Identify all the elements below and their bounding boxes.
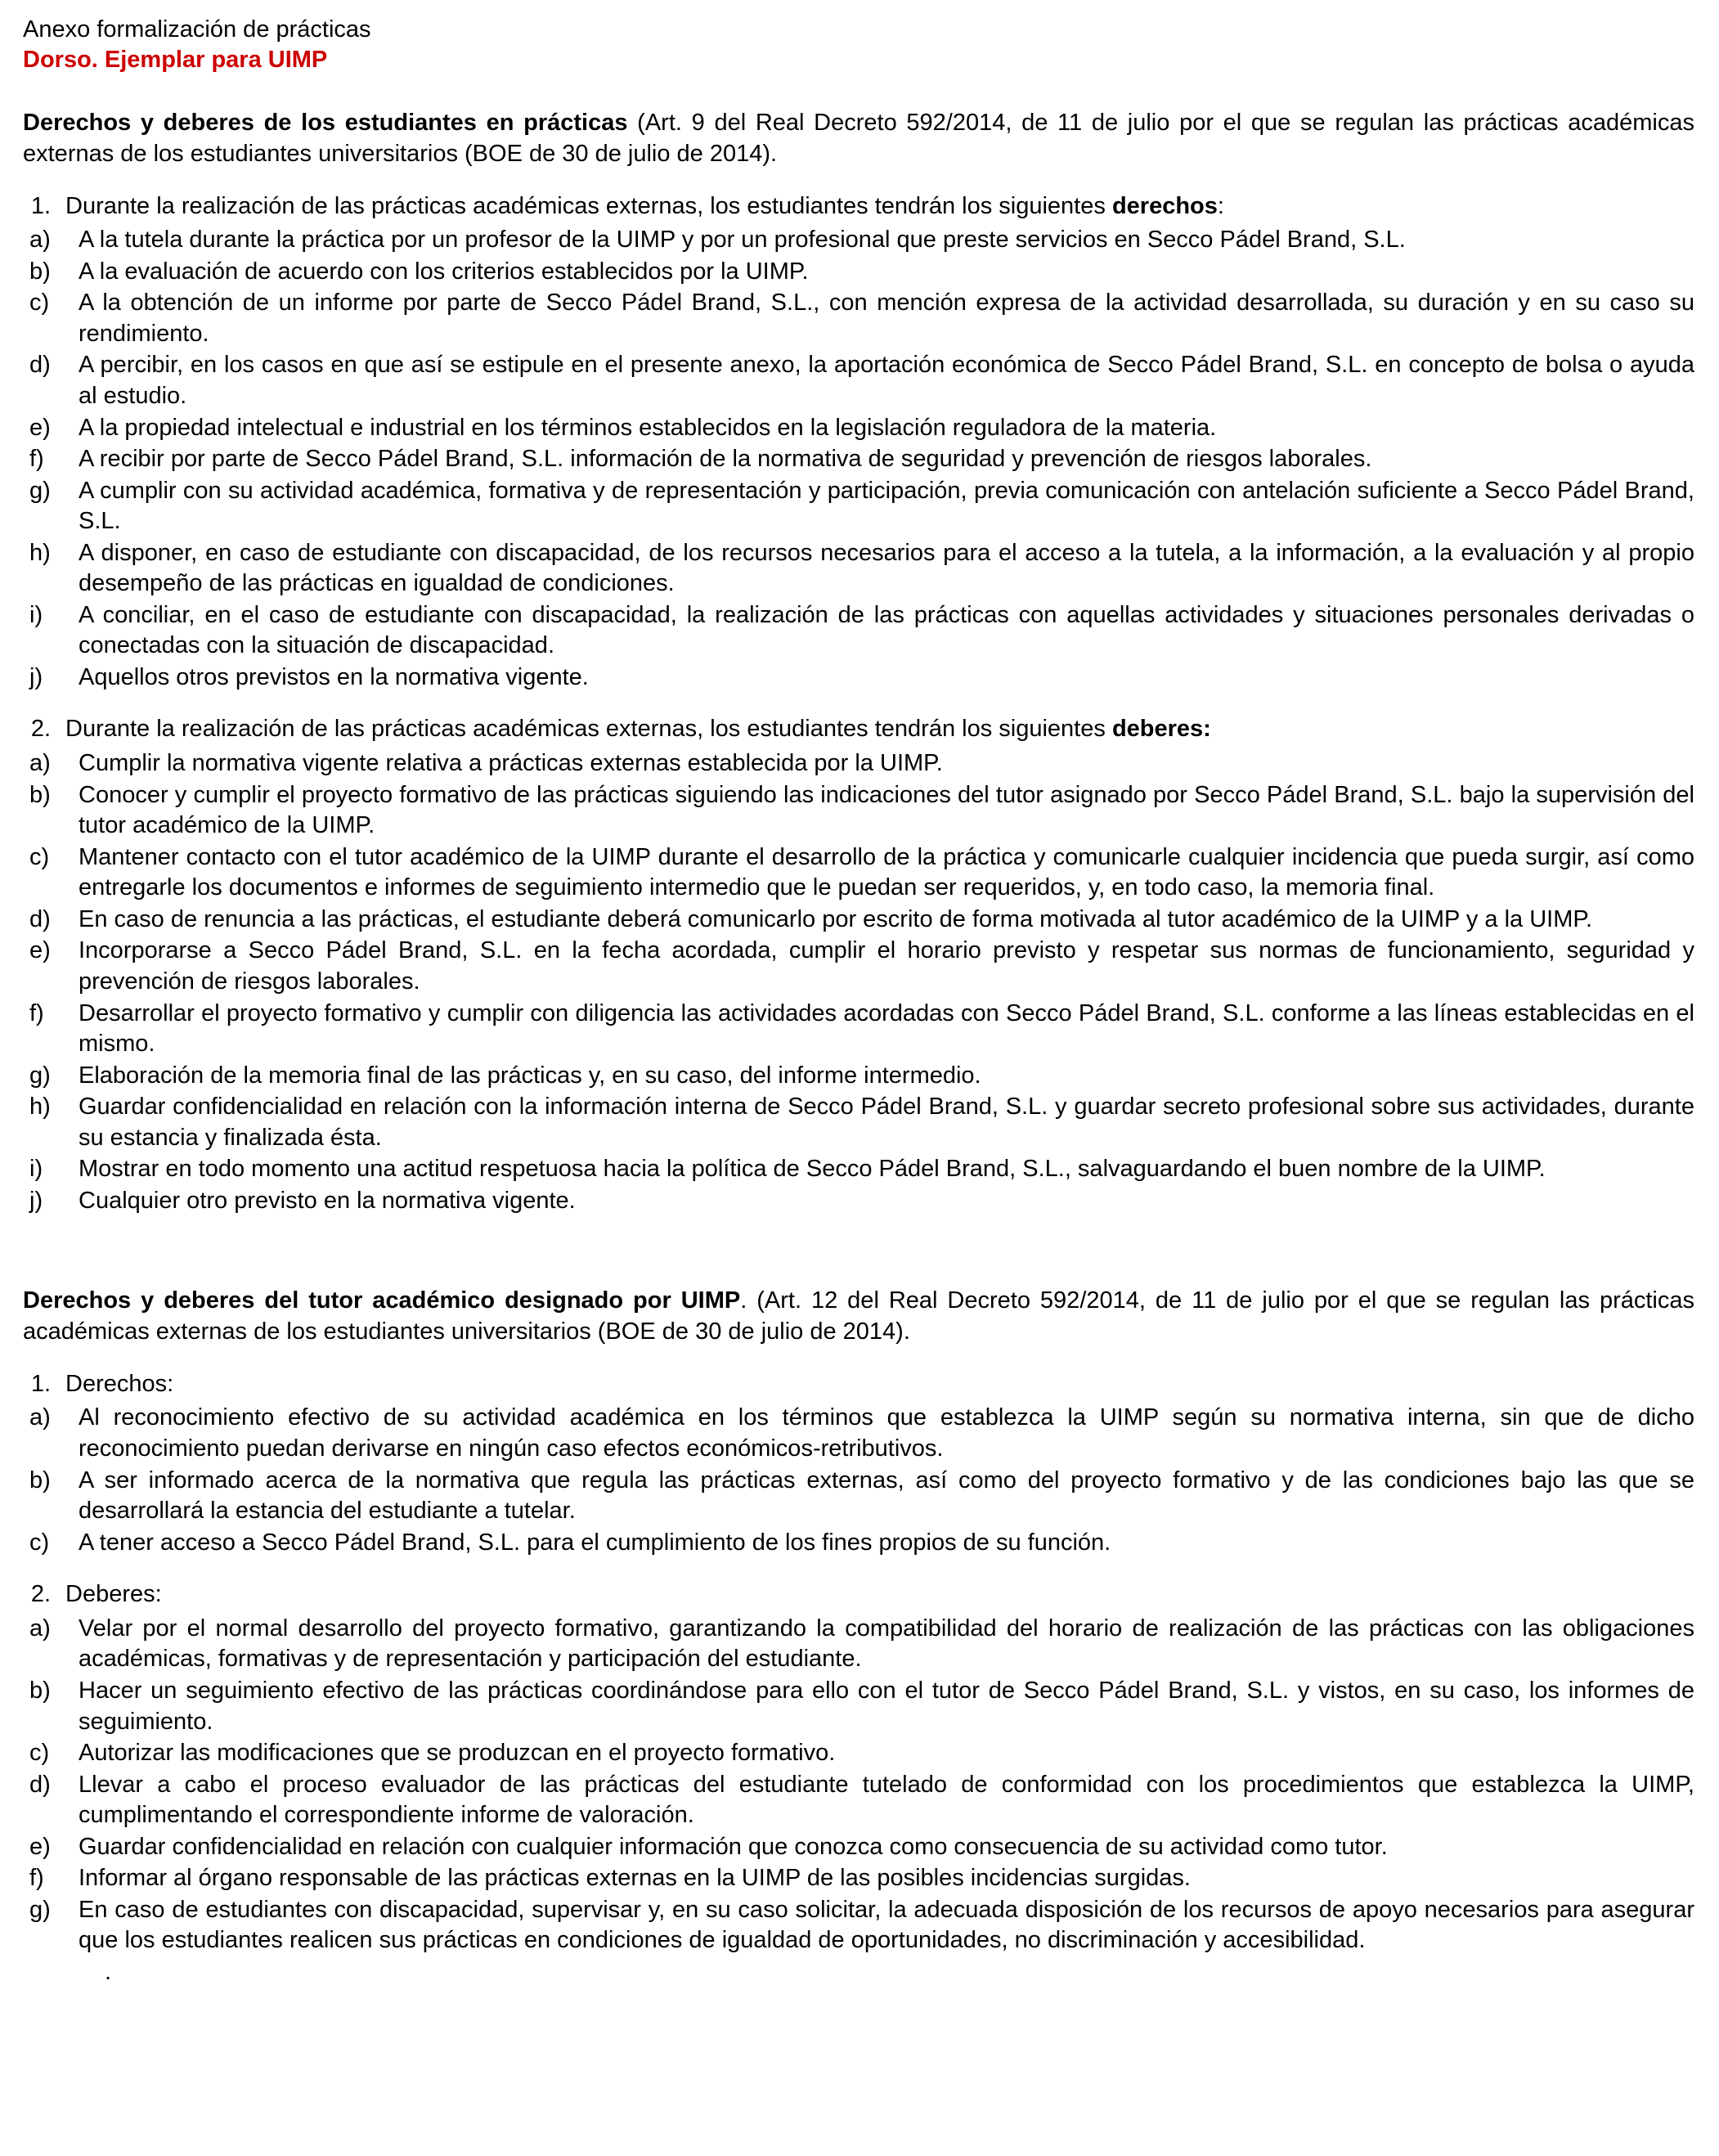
list-item-text: Elaboración de la memoria final de las prácticas y, en su caso, del informe intermedio. [79,1062,981,1089]
list-item-letter: b) [29,781,51,808]
list-item [23,663,1694,694]
list-item-text: Cualquier otro previsto en la normativa vigente. [79,1187,576,1214]
section-1-item-2 [23,714,1694,1216]
list-item-letter: g) [29,1062,51,1089]
item-text-bold: deberes: [1111,716,1211,743]
list-item-letter: e) [29,937,51,964]
list-item-letter: i) [29,1156,43,1183]
header-subtitle: Dorso. Ejemplar para UIMP [23,47,328,74]
list-item-letter: g) [29,1896,51,1923]
list-item-letter: f) [29,999,44,1026]
item-number: 1. [30,1370,51,1397]
list-item-text: A recibir por parte de Secco Pádel Brand, S.L. información de la normativa de seguridad y prevención de riesgos laborales. [79,446,1372,473]
list-item [23,1403,1694,1464]
section-2-heading [23,1286,1694,1347]
list-item-text: En caso de estudiantes con discapacidad, supervisar y, en su caso solicitar, la adecuada disposición de los recursos de apoyo necesarios para asegurar que los estudiantes realicen sus prácticas en condiciones de igualdad de oportunidades, no discriminación y accesibilidad. [79,1896,1694,1954]
list-item-text: Autorizar las modificaciones que se produzcan en el proyecto formativo. [79,1740,836,1767]
list-item-text: A la tutela durante la práctica por un profesor de la UIMP y por un profesional que preste servicios en Secco Pádel Brand, S.L. [79,227,1406,254]
list-item [23,1832,1694,1863]
list-item-letter: c) [29,1740,50,1767]
section-1-item-1 [23,191,1694,694]
numbered-item [23,1579,1694,1610]
item-number: 1. [30,192,51,219]
list-item [23,1863,1694,1894]
list-item [23,225,1694,256]
list-item-text: A disponer, en caso de estudiante con discapacidad, de los recursos necesarios para el acceso a la tutela, a la información, a la evaluación y al propio desempeño de las prácticas en igualdad de condiciones. [79,539,1694,597]
item-text: Derechos: [65,1370,174,1397]
list-item [23,476,1694,537]
list-item-text: A ser informado acerca de la normativa que regula las prácticas externas, así como del proyecto formativo y de las condiciones bajo las que se desarrollará la estancia del estudiante a tutelar. [79,1467,1694,1525]
list-item-letter: e) [29,414,51,441]
item-text-bold: derechos [1111,192,1218,219]
lettered-list [23,748,1694,1216]
list-item [23,905,1694,936]
list-item-letter: e) [29,1833,51,1860]
list-item-text: Guardar confidencialidad en relación con la información interna de Secco Pádel Brand, S.L. y guardar secreto profesional sobre sus actividades, durante su estancia y finalizada ésta. [79,1094,1694,1151]
numbered-item [23,191,1694,222]
item-number: 2. [30,1581,51,1608]
section-1-heading [23,108,1694,169]
list-item-text: Velar por el normal desarrollo del proyecto formativo, garantizando la compatibilidad del horario de realización de las prácticas con las obligaciones académicas, formativas y de representación y participación del estudiante. [79,1615,1694,1673]
list-item [23,1061,1694,1092]
list-item-letter: f) [29,446,44,473]
list-item-text: Desarrollar el proyecto formativo y cumplir con diligencia las actividades acordadas con Secco Pádel Brand, S.L. conforme a las líneas establecidas en el mismo. [79,999,1694,1058]
section-2-title-rest: . (Art. 12 del Real Decreto 592/2014, de 11 de julio por el que se regulan las prácticas académicas externas de los estudiantes universitarios (BOE de 30 de julio de 2014). [23,1287,1694,1345]
list-item-text: Aquellos otros previstos en la normativa vigente. [79,663,589,690]
list-item [23,444,1694,475]
list-item-text: A tener acceso a Secco Pádel Brand, S.L. para el cumplimiento de los fines propios de su función. [79,1529,1111,1556]
list-item [23,748,1694,779]
list-item-letter: h) [29,1094,51,1121]
list-item [23,1092,1694,1153]
section-1-title: Derechos y deberes de los estudiantes en prácticas [23,110,628,137]
item-text-after: : [1217,192,1224,219]
list-item-text: En caso de renuncia a las prácticas, el estudiante deberá comunicarlo por escrito de forma motivada al tutor académico de la UIMP y a la UIMP. [79,905,1593,932]
list-item-letter: b) [29,1467,51,1493]
list-item [23,257,1694,288]
numbered-item [23,714,1694,745]
list-item [23,350,1694,411]
list-item [23,1676,1694,1737]
list-item [23,936,1694,997]
list-item-text: A conciliar, en el caso de estudiante con discapacidad, la realización de las prácticas con aquellas actividades y situaciones personales derivadas o conectadas con la situación de discapacidad. [79,601,1694,659]
header-title: Anexo formalización de prácticas [23,16,371,43]
list-item [23,1614,1694,1675]
list-item-letter: j) [29,663,43,690]
list-item-letter: b) [29,1677,51,1704]
section-2-title: Derechos y deberes del tutor académico designado por UIMP [23,1287,741,1314]
list-item-text: A la propiedad intelectual e industrial en los términos establecidos en la legislación reguladora de la materia. [79,414,1217,441]
numbered-item [23,1369,1694,1400]
list-item-letter: h) [29,539,51,566]
list-item-letter: c) [29,290,50,317]
list-item-letter: a) [29,1615,51,1642]
list-item-letter: d) [29,905,51,932]
section-2-item-2 [23,1579,1694,1988]
list-item-text: Hacer un seguimiento efectivo de las prácticas coordinándose para ello con el tutor de Secco Pádel Brand, S.L. y vistos, en su caso, los informes de seguimiento. [79,1677,1694,1735]
item-text [65,714,1694,745]
list-item-text: Mostrar en todo momento una actitud respetuosa hacia la política de Secco Pádel Brand, S.L., salvaguardando el buen nombre de la UIMP. [79,1156,1546,1183]
list-item [23,600,1694,662]
list-item [23,999,1694,1060]
list-item-text: Conocer y cumplir el proyecto formativo de las prácticas siguiendo las indicaciones del tutor asignado por Secco Pádel Brand, S.L. bajo la supervisión del tutor académico de la UIMP. [79,781,1694,839]
list-item-letter: f) [29,1865,44,1892]
list-item-text: A la evaluación de acuerdo con los criterios establecidos por la UIMP. [79,258,809,285]
list-item-text: Mantener contacto con el tutor académico de la UIMP durante el desarrollo de la práctica y comunicarle cualquier incidencia que pueda surgir, así como entregarle los documentos e informes de seguimiento intermedio que le puedan ser requeridos, y, en todo caso, la memoria final. [79,843,1694,901]
section-2-item-1 [23,1369,1694,1558]
section-divider-space [23,1217,1694,1253]
list-item-text: Guardar confidencialidad en relación con cualquier información que conozca como consecuencia de su actividad como tutor. [79,1833,1388,1860]
item-text-before: Durante la realización de las prácticas académicas externas, los estudiantes tendrán los siguientes [65,716,1112,743]
list-item [23,1154,1694,1185]
list-item-letter: j) [29,1187,43,1214]
list-item-letter: a) [29,227,51,254]
lettered-list [23,1403,1694,1558]
list-item-text: A la obtención de un informe por parte de Secco Pádel Brand, S.L., con mención expresa de la actividad desarrollada, su duración y en su caso su rendimiento. [79,290,1694,347]
list-item [23,1186,1694,1217]
list-item-text: Informar al órgano responsable de las prácticas externas en la UIMP de las posibles incidencias surgidas. [79,1865,1191,1892]
list-item-letter: c) [29,1529,50,1556]
item-text [65,191,1694,222]
lettered-list [23,1614,1694,1956]
list-item-text: A percibir, en los casos en que así se estipule en el presente anexo, la aportación económica de Secco Pádel Brand, S.L. en concepto de bolsa o ayuda al estudio. [79,352,1694,410]
list-item-letter: d) [29,1771,51,1798]
list-item [23,1466,1694,1527]
list-item [23,1738,1694,1769]
list-item [23,1528,1694,1559]
list-item [23,842,1694,904]
section-1-title-rest: (Art. 9 del Real Decreto 592/2014, de 11 de julio por el que se regulan las prácticas académicas externas de los estudiantes universitarios (BOE de 30 de julio de 2014). [23,110,1694,167]
list-item-text: Al reconocimiento efectivo de su actividad académica en los términos que establezca la UIMP según su normativa interna, sin que de dicho reconocimiento puedan derivarse en ningún caso efectos económicos-retributivos. [79,1404,1694,1462]
list-item-letter: a) [29,750,51,777]
list-item-text: A cumplir con su actividad académica, formativa y de representación y participación, previa comunicación con antelación suficiente a Secco Pádel Brand, S.L. [79,477,1694,535]
list-item [23,780,1694,842]
list-item-letter: b) [29,258,51,285]
trailing-character: . [105,1958,112,1985]
list-item [23,538,1694,600]
list-item-text: Llevar a cabo el proceso evaluador de las prácticas del estudiante tutelado de conformidad con los procedimientos que establezca la UIMP, cumplimentando el correspondiente informe de valoración. [79,1771,1694,1829]
item-text: Deberes: [65,1581,162,1608]
list-item-text: Incorporarse a Secco Pádel Brand, S.L. en la fecha acordada, cumplir el horario previsto y respetar sus normas de funcionamiento, seguridad y prevención de riesgos laborales. [79,937,1694,995]
list-item-letter: g) [29,477,51,504]
list-item [23,1895,1694,1956]
list-item [23,1770,1694,1831]
list-item-text: Cumplir la normativa vigente relativa a prácticas externas establecida por la UIMP. [79,750,943,777]
list-item-letter: i) [29,601,43,628]
list-item [23,288,1694,349]
list-item-letter: a) [29,1404,51,1431]
lettered-list [23,225,1694,693]
list-item [23,413,1694,444]
item-number: 2. [30,716,51,743]
list-item-letter: d) [29,352,51,379]
list-item-letter: c) [29,843,50,870]
item-text-before: Durante la realización de las prácticas académicas externas, los estudiantes tendrán los siguientes [65,192,1112,219]
